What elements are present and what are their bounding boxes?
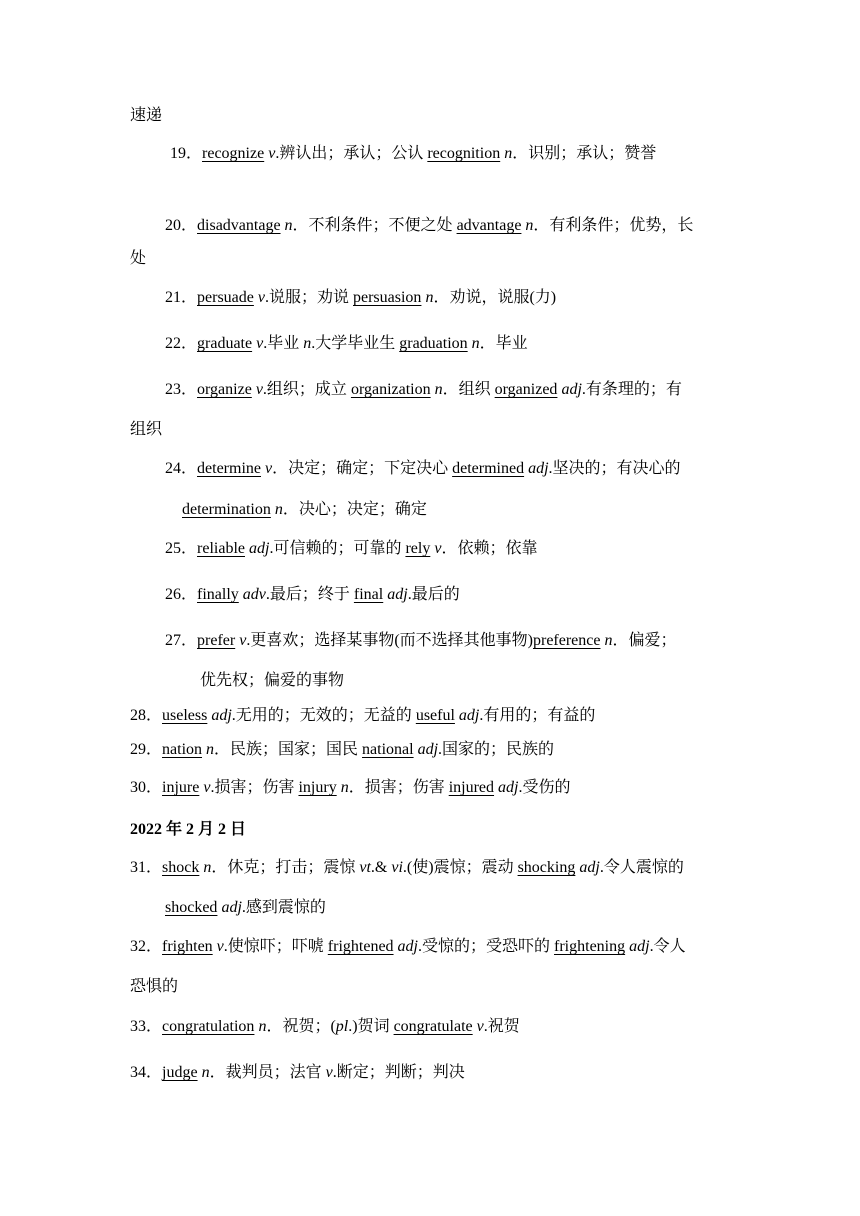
pos: adv	[242, 586, 266, 603]
definition: .可信赖的；可靠的	[269, 540, 406, 557]
definition: .说服；劝说	[264, 289, 353, 306]
definition: ．依赖；依靠	[441, 540, 538, 557]
entry-25	[165, 538, 537, 560]
entry-19	[170, 143, 656, 165]
text: 组织	[130, 421, 163, 438]
entry-number: 19．	[170, 145, 203, 162]
definition: .)贺词	[348, 1018, 394, 1035]
entry-number: 26．	[165, 586, 198, 603]
entry-number: 22．	[165, 335, 198, 352]
derived-word: organization	[350, 381, 431, 398]
headword: organize	[197, 381, 252, 398]
definition: ．毕业	[479, 335, 528, 352]
definition: .(使)震惊；震动	[402, 859, 518, 876]
entry-number: 20．	[165, 217, 198, 234]
entry-31-cont	[165, 897, 326, 919]
headword: shock	[162, 859, 200, 876]
text: 速递	[130, 107, 163, 124]
pos: adj	[629, 938, 650, 955]
derived-word: organized	[494, 381, 558, 398]
continued-line	[130, 105, 162, 127]
headword: prefer	[197, 632, 236, 649]
pos: adj	[221, 899, 242, 916]
pos: n	[471, 335, 480, 352]
definition: .大学毕业生	[311, 335, 400, 352]
entry-number: 31．	[130, 859, 163, 876]
entry-number: 30．	[130, 779, 163, 796]
definition: .损害；伤害	[210, 779, 299, 796]
entry-21	[165, 287, 556, 309]
derived-word: injury	[298, 779, 337, 796]
definition: ．决定；确定；下定决心	[272, 460, 453, 477]
pos: n	[425, 289, 434, 306]
pos: adj	[561, 381, 582, 398]
entry-30	[130, 777, 571, 799]
pos: adj	[458, 707, 480, 724]
derived-word: national	[362, 741, 414, 758]
pos: n	[201, 1064, 210, 1081]
headword: judge	[162, 1064, 198, 1081]
definition: .感到震惊的	[241, 899, 326, 916]
pos: adj	[528, 460, 549, 477]
entry-26	[165, 584, 460, 606]
headword: finally	[197, 586, 239, 603]
entry-33	[130, 1016, 520, 1038]
definition: .受惊的；受恐吓的	[418, 938, 555, 955]
derived-word: rely	[405, 540, 431, 557]
pos: n	[258, 1018, 267, 1035]
entry-29	[130, 739, 554, 761]
derived-word: shocking	[517, 859, 576, 876]
pos: v	[256, 335, 264, 352]
pos: v	[203, 779, 211, 796]
entry-23-cont	[130, 419, 162, 441]
definition: ．偏爱；	[612, 632, 677, 649]
text: 优先权；偏爱的事物	[200, 672, 345, 689]
definition: .令人震惊的	[599, 859, 684, 876]
derived-word: injured	[448, 779, 495, 796]
entry-number: 29．	[130, 741, 163, 758]
definition: ．裁判员；法官	[209, 1064, 326, 1081]
entry-20	[165, 215, 693, 237]
pos: n	[284, 217, 293, 234]
headword: nation	[162, 741, 203, 758]
derived-word: frightened	[327, 938, 394, 955]
pos: v	[264, 460, 273, 477]
definition: .组织；成立	[262, 381, 351, 398]
entry-23	[165, 379, 682, 401]
definition: .更喜欢；选择某事物(而不选择其他事物)	[246, 632, 533, 649]
entry-24	[165, 458, 681, 480]
definition: .国家的；民族的	[438, 741, 555, 758]
pos: n	[434, 381, 443, 398]
entry-number: 33．	[130, 1018, 163, 1035]
definition: .辨认出；承认；公认	[275, 145, 428, 162]
derived-word: graduation	[399, 335, 468, 352]
pos: n	[206, 741, 215, 758]
derived-word: recognition	[427, 145, 501, 162]
definition: ．组织	[442, 381, 495, 398]
headword: reliable	[197, 540, 245, 557]
entry-number: 32．	[130, 938, 163, 955]
definition: .无用的；无效的；无益的	[231, 707, 416, 724]
pos: n	[340, 779, 349, 796]
pos: adj	[211, 707, 232, 724]
entry-28	[130, 705, 595, 727]
pos: v	[216, 938, 224, 955]
definition: .有用的；有益的	[479, 707, 596, 724]
entry-31	[130, 857, 684, 879]
pos: adj	[417, 741, 439, 758]
pos: n	[303, 335, 312, 352]
entry-number: 28．	[130, 707, 163, 724]
definition: .祝贺	[483, 1018, 520, 1035]
entry-number: 34．	[130, 1064, 163, 1081]
definition: ．祝贺；(	[266, 1018, 336, 1035]
derived-word: persuasion	[353, 289, 422, 306]
headword: determine	[197, 460, 261, 477]
pos: v	[476, 1018, 484, 1035]
pos: adj	[498, 779, 519, 796]
pos: adj	[397, 938, 418, 955]
definition: ．劝说，说服(力)	[433, 289, 557, 306]
pos: vt	[359, 859, 371, 876]
definition: .&	[370, 859, 392, 876]
definition: .令人	[649, 938, 686, 955]
date-heading: 2022 年 2 月 2 日	[130, 821, 247, 838]
pos: v	[239, 632, 247, 649]
pos: n	[504, 145, 513, 162]
definition: .最后；终于	[265, 586, 354, 603]
definition: .坚决的；有决心的	[548, 460, 681, 477]
pos: n	[604, 632, 613, 649]
definition: ．休克；打击；震惊	[211, 859, 360, 876]
text: 恐惧的	[130, 978, 179, 995]
pos: pl	[335, 1018, 349, 1035]
definition: ．有利条件；优势，长	[533, 217, 694, 234]
derived-word: congratulate	[393, 1018, 473, 1035]
pos: v	[325, 1064, 333, 1081]
pos: n	[203, 859, 212, 876]
headword: graduate	[197, 335, 253, 352]
pos: v	[255, 381, 263, 398]
definition: .最后的	[407, 586, 460, 603]
definition: .受伤的	[518, 779, 571, 796]
entry-32-cont	[130, 976, 178, 998]
entry-number: 23．	[165, 381, 198, 398]
pos: v	[257, 289, 265, 306]
headword: recognize	[202, 145, 265, 162]
headword: useless	[162, 707, 208, 724]
entry-34	[130, 1062, 465, 1084]
entry-24-cont	[182, 499, 427, 521]
headword: persuade	[197, 289, 254, 306]
pos: v	[434, 540, 442, 557]
definition: ．损害；伤害	[348, 779, 449, 796]
definition: .有条理的；有	[581, 381, 682, 398]
entry-number: 25．	[165, 540, 198, 557]
derived-word: shocked	[165, 899, 218, 916]
pos: n	[274, 501, 283, 518]
derived-word: determined	[452, 460, 525, 477]
definition: ．识别；承认；赞誉	[512, 145, 657, 162]
entry-number: 24．	[165, 460, 198, 477]
entry-27-cont	[200, 670, 344, 692]
derived-word: advantage	[456, 217, 522, 234]
entry-number: 21．	[165, 289, 198, 306]
derived-word: frightening	[554, 938, 626, 955]
definition: .毕业	[263, 335, 304, 352]
entry-32	[130, 936, 686, 958]
derived-word: final	[353, 586, 384, 603]
headword: disadvantage	[197, 217, 281, 234]
headword: injure	[162, 779, 200, 796]
pos: n	[525, 217, 534, 234]
entry-27	[165, 630, 677, 652]
definition: ．民族；国家；国民	[214, 741, 363, 758]
pos: v	[268, 145, 276, 162]
entry-22	[165, 333, 528, 355]
entry-number: 27．	[165, 632, 198, 649]
definition: ．决心；决定；确定	[282, 501, 427, 518]
definition: .使惊吓；吓唬	[223, 938, 328, 955]
pos: vi	[391, 859, 403, 876]
derived-word: preference	[532, 632, 601, 649]
pos: adj	[248, 540, 270, 557]
headword: frighten	[162, 938, 213, 955]
entry-20-cont	[130, 248, 146, 270]
derived-word: useful	[415, 707, 455, 724]
derived-word: determination	[182, 501, 271, 518]
headword: congratulation	[162, 1018, 255, 1035]
text: 处	[130, 250, 147, 267]
definition: ．不利条件；不便之处	[292, 217, 457, 234]
pos: adj	[579, 859, 600, 876]
pos: adj	[387, 586, 408, 603]
definition: .断定；判断；判决	[332, 1064, 465, 1081]
